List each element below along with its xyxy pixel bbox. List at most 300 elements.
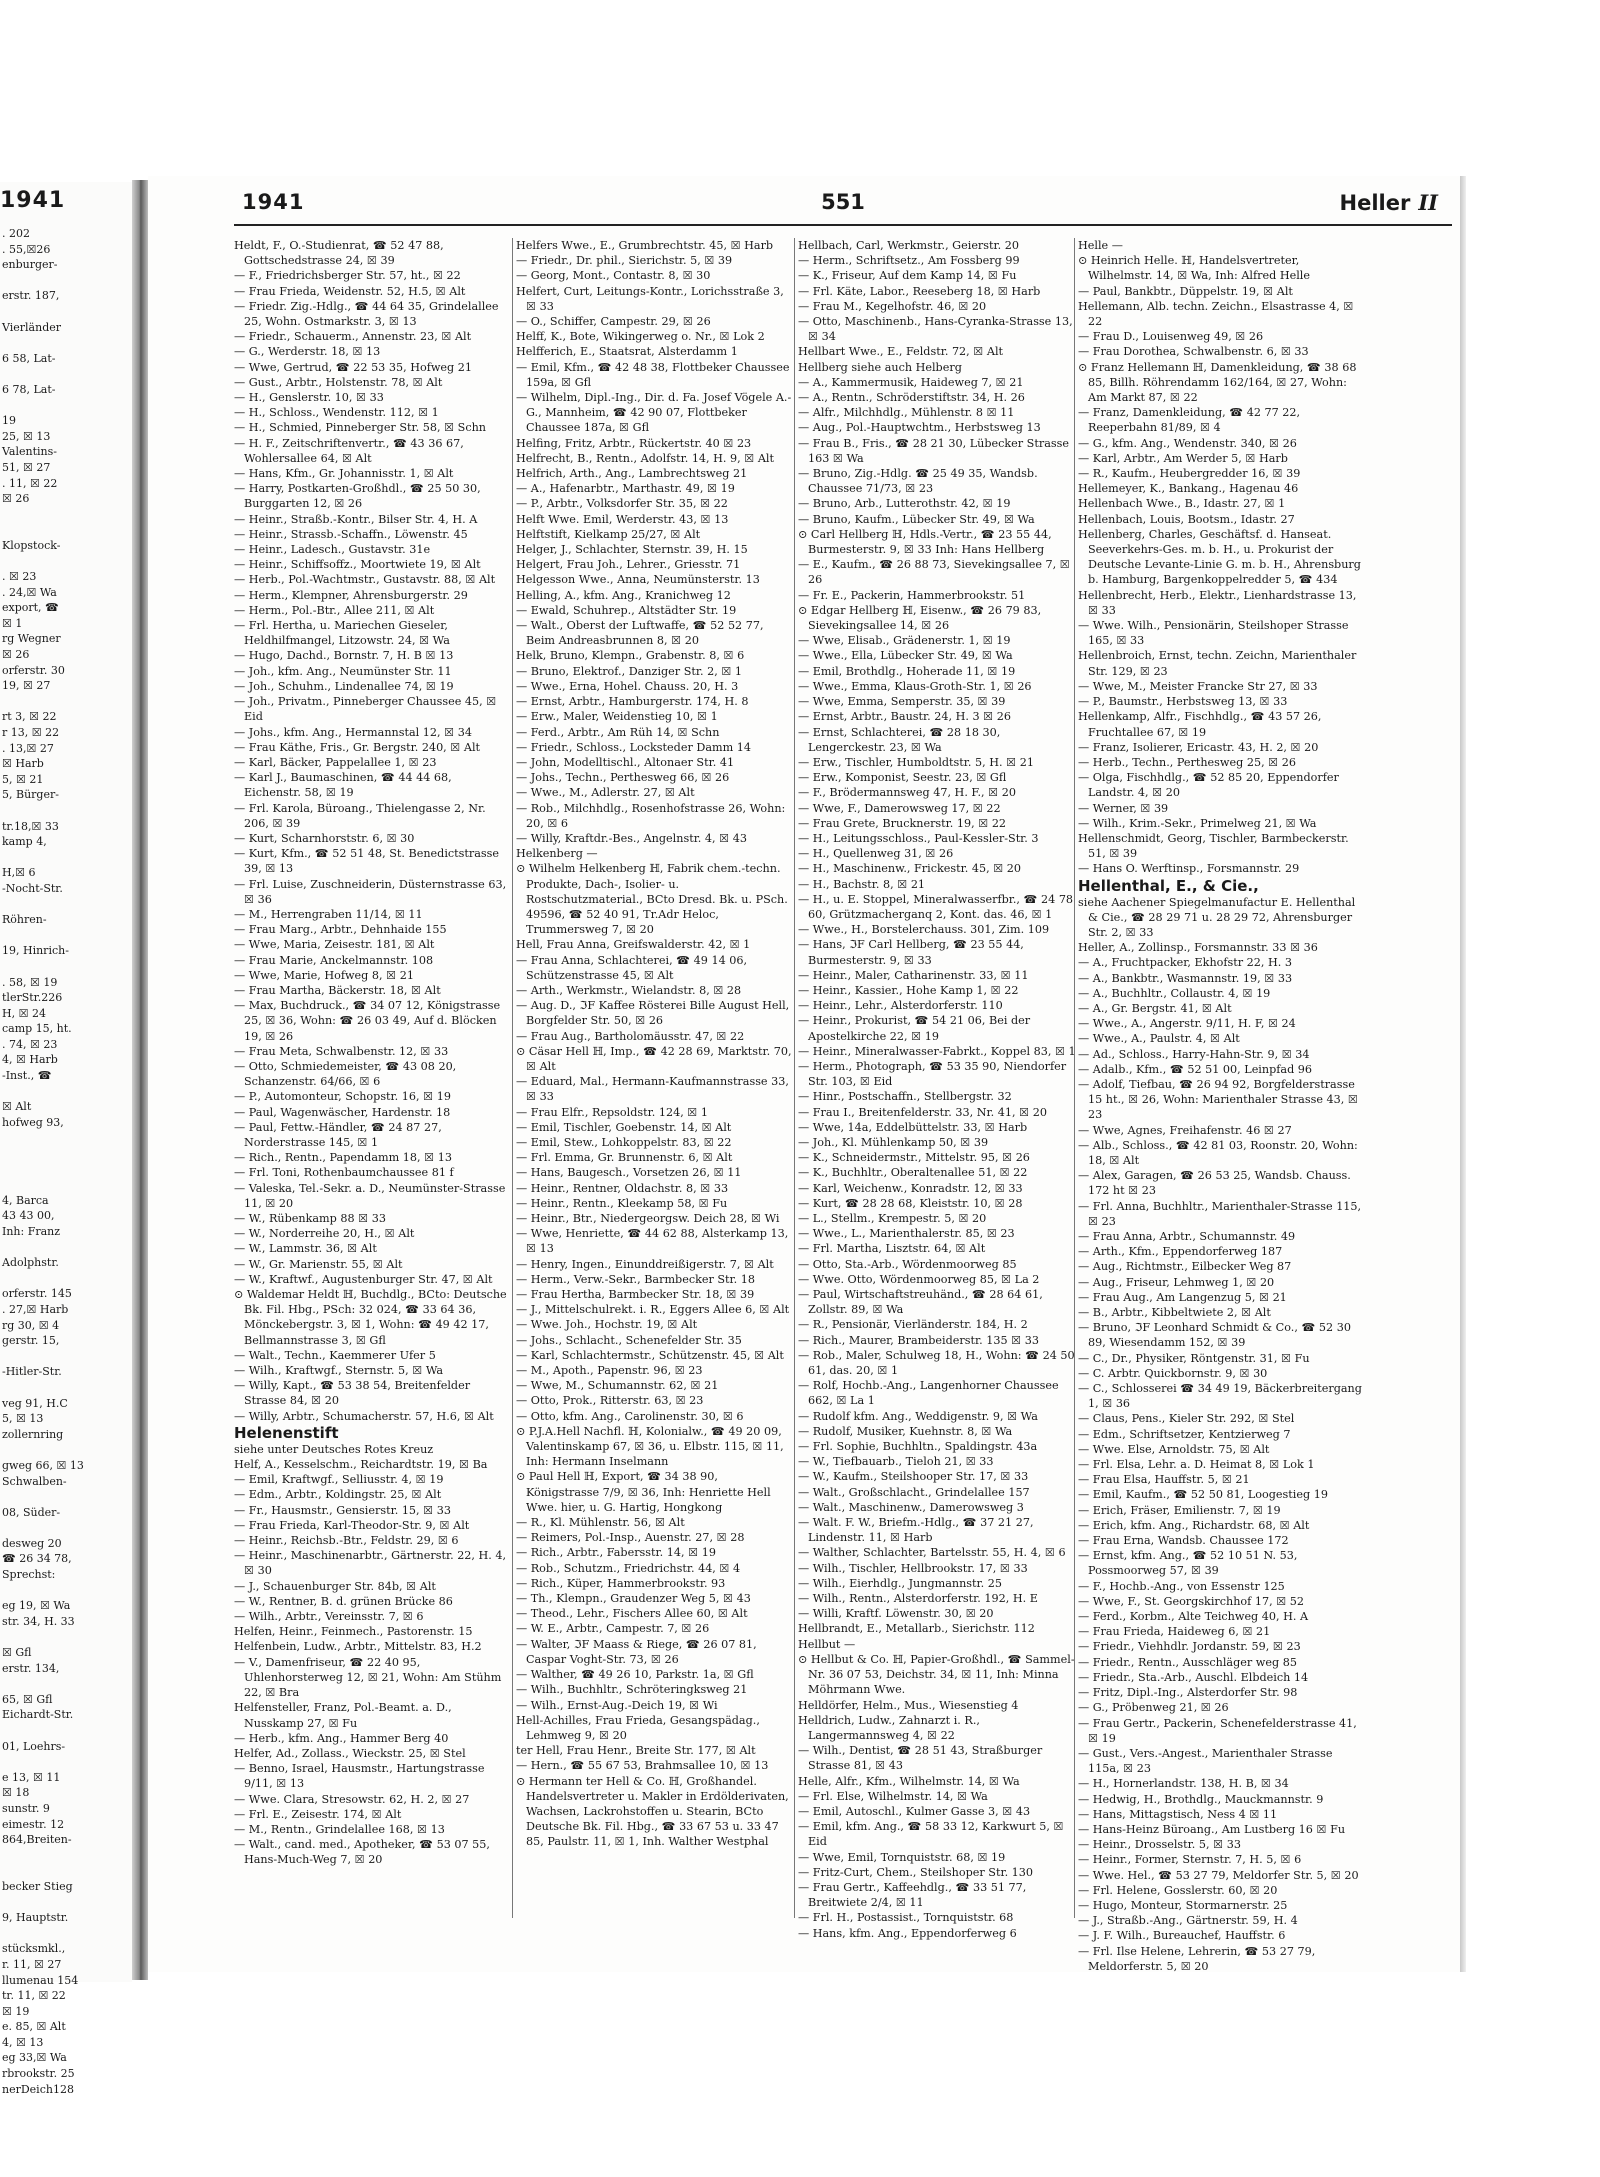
directory-entry: — W., Rübenkamp 88 ☒ 33: [234, 1212, 386, 1225]
directory-entry: Helle, Alfr., Kfm., Wilhelmstr. 14, ☒ Wa: [798, 1774, 1020, 1788]
left-page-line: Inh: Franz: [2, 1225, 61, 1238]
directory-entry: Hellenbrecht, Herb., Elektr., Lienhardstrasse 13, ☒ 33: [1078, 588, 1357, 617]
directory-entry: — L., Stellm., Krempestr. 5, ☒ 20: [798, 1212, 987, 1225]
directory-entry: — Gust., Arbtr., Holstenstr. 78, ☒ Alt: [234, 375, 443, 389]
directory-entry: — Aug., Pol.-Hauptwchtm., Herbstsweg 13: [798, 421, 1041, 435]
directory-entry: — Otto, Sta.-Arb., Wördenmoorweg 85: [798, 1257, 1017, 1271]
directory-entry: — Rob., Maler, Schulweg 18, H., Wohn: ☎ 24 50 61, das. 20, ☒ 1: [798, 1348, 1075, 1378]
page-number: 551: [821, 190, 865, 214]
directory-entry: Hellbut —: [798, 1637, 856, 1651]
directory-entry: — Frau Frieda, Karl-Theodor-Str. 9, ☒ Alt: [234, 1518, 470, 1532]
directory-entry: — Ernst, Schlachterei, ☎ 28 18 30, Lengerckestr. 23, ☒ Wa: [798, 725, 1001, 754]
left-page-line: r. 11, ☒ 27: [2, 1957, 62, 1971]
directory-entry: — Frl. E., Zeisestr. 174, ☒ Alt: [234, 1807, 402, 1821]
left-page-line: 864,Breiten-: [2, 1833, 72, 1847]
directory-entry: — Frau Erna, Wandsb. Chaussee 172: [1078, 1534, 1289, 1548]
directory-entry: — Frl. Else, Wilhelmstr. 14, ☒ Wa: [798, 1789, 988, 1803]
directory-entry: Hellenkamp, Alfr., Fischhdlg., ☎ 43 57 26, Fruchtallee 67, ☒ 19: [1078, 710, 1322, 739]
directory-entry: Helfrecht, B., Rentn., Adolfstr. 14, H. 9, ☒ Alt: [516, 451, 774, 465]
directory-entry: — Wwe., L., Marienthalerstr. 85, ☒ 23: [798, 1227, 1015, 1241]
directory-entry: — Karl, Bäcker, Pappelallee 1, ☒ 23: [234, 755, 437, 769]
directory-entry: — Frl. Anna, Buchhltr., Marienthaler-Strasse 115, ☒ 23: [1078, 1199, 1362, 1228]
directory-entry: — Joh., Schuhm., Lindenallee 74, ☒ 19: [234, 679, 454, 693]
left-page-line: zollernring: [2, 1427, 64, 1441]
left-page-line: 19, ☒ 27: [2, 679, 51, 693]
directory-entry: — Claus, Pens., Kieler Str. 292, ☒ Stel: [1078, 1412, 1295, 1426]
directory-column-3: [798, 238, 1076, 1958]
left-page-line: 01, Loehrs-: [2, 1739, 66, 1753]
directory-entry: — Ad., Schloss., Harry-Hahn-Str. 9, ☒ 34: [1078, 1047, 1310, 1061]
directory-entry: — Hans-Heinz Büroang., Am Lustberg 16 ☒ Fu: [1078, 1822, 1346, 1836]
directory-entry: — Frl. Käte, Labor., Reeseberg 18, ☒ Harb: [798, 284, 1041, 298]
left-page-line: Schwalben-: [2, 1474, 67, 1488]
directory-entry: — E., Kaufm., ☎ 26 88 73, Sievekingsallee 7, ☒ 26: [798, 558, 1070, 587]
directory-entry: — Max, Buchdruck., ☎ 34 07 12, Königstrasse 25, ☒ 36, Wohn: ☎ 26 03 49, Auf d. Blöcken 19, ☒ 26: [234, 999, 501, 1043]
directory-entry: — Otto, Maschinenb., Hans-Cyranka-Strasse 13, ☒ 34: [798, 315, 1073, 344]
directory-entry: Heldt, F., O.-Studienrat, ☎ 52 47 88, Gottschedstrasse 24, ☒ 39: [234, 239, 444, 268]
directory-entry: — Hans, Baugesch., Vorsetzen 26, ☒ 11: [516, 1166, 742, 1180]
directory-entry: — Frl. Helene, Gosslerstr. 60, ☒ 20: [1078, 1883, 1278, 1897]
left-page-line: ☒ 19: [2, 2004, 30, 2018]
directory-entry: — Wwe. Wilh., Pensionärin, Steilshoper Strasse 165, ☒ 33: [1078, 619, 1349, 648]
directory-entry: — Frau Marg., Arbtr., Dehnhaide 155: [234, 923, 447, 937]
directory-entry: — Hedwig, H., Brothdlg., Mauckmannstr. 9: [1078, 1792, 1324, 1806]
directory-entry: Helle —: [1078, 239, 1123, 252]
directory-entry: — Wwe, M., Schumannstr. 62, ☒ 21: [516, 1379, 719, 1393]
directory-entry: ⊙ Franz Hellemann ℍ, Damenkleidung, ☎ 38 68 85, Billh. Röhrendamm 162/164, ☒ 27, Wohn: Am Markt 87, ☒ 22: [1078, 360, 1357, 405]
directory-entry: — Frau Elfr., Repsoldstr. 124, ☒ 1: [516, 1105, 709, 1119]
directory-entry: — Emil, Kraftwgf., Selliusstr. 4, ☒ 19: [234, 1473, 444, 1487]
left-page-line: export, ☎: [2, 601, 59, 615]
directory-entry: Helfenbein, Ludw., Arbtr., Mittelstr. 83, H.2: [234, 1640, 482, 1654]
directory-entry: — Frau M., Kegelhofstr. 46, ☒ 20: [798, 299, 987, 313]
directory-entry: Helftstift, Kielkamp 25/27, ☒ Alt: [516, 527, 701, 541]
directory-entry: Hellberg siehe auch Helberg: [798, 360, 962, 374]
left-page-line: [2, 1863, 130, 1879]
directory-entry: — W., Kaufm., Steilshooper Str. 17, ☒ 33: [798, 1470, 1029, 1484]
directory-entry: — Rich., Rentn., Papendamm 18, ☒ 13: [234, 1151, 452, 1165]
directory-entry: — Otto, kfm. Ang., Carolinenstr. 30, ☒ 6: [516, 1409, 744, 1423]
directory-entry: — Wilh., Dentist, ☎ 28 51 43, Straßburger Strasse 81, ☒ 43: [798, 1744, 1043, 1773]
directory-entry: — Kurt, Kfm., ☎ 52 51 48, St. Benedictstrasse 39, ☒ 13: [234, 847, 500, 876]
left-page-line: ☎ 26 34 78,: [2, 1552, 72, 1566]
left-page-line: [2, 1895, 130, 1911]
directory-entry: — Heinr., Reichsb.-Btr., Feldstr. 29, ☒ 6: [234, 1534, 459, 1548]
directory-entry: — Frau Anna, Arbtr., Schumannstr. 49: [1078, 1230, 1296, 1243]
left-page-line: [2, 273, 130, 289]
header-rule: [234, 224, 1452, 226]
directory-entry: — Rich., Küper, Hammerbrookstr. 93: [516, 1576, 726, 1590]
directory-entry: Helgert, Frau Joh., Lehrer., Griesstr. 71: [516, 558, 741, 572]
directory-entry: — Ernst, Arbtr., Hamburgerstr. 174, H. 8: [516, 695, 749, 709]
left-page-line: Klopstock-: [2, 538, 61, 552]
directory-entry: — Walt. F. W., Briefm.-Hdlg., ☎ 37 21 27, Lindenstr. 11, ☒ Harb: [798, 1516, 1034, 1545]
directory-entry: — Aug., Friseur, Lehmweg 1, ☒ 20: [1078, 1275, 1275, 1289]
left-page-line: 6 58, Lat-: [2, 351, 56, 365]
directory-entry: — Karl, Schlachtermstr., Schützenstr. 45, ☒ Alt: [516, 1348, 784, 1362]
directory-entry: — Wwe, F., Damerowsweg 17, ☒ 22: [798, 801, 1001, 815]
left-page-year: 1941: [0, 188, 66, 213]
directory-entry: — Frau Gertr., Kaffeehdlg., ☎ 33 51 77, Breitwiete 2/4, ☒ 11: [798, 1880, 1027, 1910]
directory-entry: Helfing, Fritz, Arbtr., Rückertstr. 40 ☒ 23: [516, 436, 752, 450]
directory-entry: — J., Mittelschulrekt. i. R., Eggers Allee 6, ☒ Alt: [516, 1303, 790, 1317]
running-head: [1340, 190, 1438, 215]
directory-entry: — Wwe, Agnes, Freihafenstr. 46 ☒ 27: [1078, 1123, 1292, 1137]
left-page-line: [2, 1380, 130, 1396]
directory-entry: Helf, A., Kesselschm., Reichardtstr. 19, ☒ Ba: [234, 1458, 488, 1472]
directory-entry: — John, Modelltischl., Altonaer Str. 41: [516, 755, 735, 769]
directory-entry: — K., Buchhltr., Oberaltenallee 51, ☒ 22: [798, 1166, 1028, 1180]
directory-entry: — Bruno, Elektrof., Danziger Str. 2, ☒ 1: [516, 664, 743, 678]
directory-entry: — Wilh., Eierhdlg., Jungmannstr. 25: [798, 1576, 1003, 1590]
directory-entry: — Otto, Schmiedemeister, ☎ 43 08 20, Schanzenstr. 64/66, ☒ 6: [234, 1059, 457, 1089]
directory-entry: — Wilh., Buchhltr., Schröteringksweg 21: [516, 1683, 748, 1697]
left-page-line: becker Stieg: [2, 1879, 73, 1893]
directory-entry: — Erw., Maler, Weidenstieg 10, ☒ 1: [516, 710, 718, 724]
left-page-line: nerDeich128: [2, 2082, 74, 2096]
directory-entry: — Harry, Postkarten-Großhdl., ☎ 25 50 30, Burggarten 12, ☒ 26: [234, 482, 481, 511]
directory-entry: — O., Schiffer, Campestr. 29, ☒ 26: [516, 315, 711, 329]
directory-entry: — Olga, Fischhdlg., ☎ 52 85 20, Eppendorfer Landstr. 4, ☒ 20: [1078, 771, 1339, 800]
left-page-line: Adolphstr.: [2, 1256, 59, 1270]
directory-entry: — Heinr., Maler, Catharinenstr. 33, ☒ 11: [798, 968, 1029, 982]
left-page-line: kamp 4,: [2, 835, 47, 849]
directory-entry: — Heinr., Btr., Niedergeorgsw. Deich 28, ☒ Wi: [516, 1212, 780, 1225]
left-page-line: H,☒ 6: [2, 866, 36, 880]
directory-entry: — Heinr., Prokurist, ☎ 54 21 06, Bei der Apostelkirche 22, ☒ 19: [798, 1014, 1031, 1043]
directory-entry: Helgesson Wwe., Anna, Neumünsterstr. 13: [516, 573, 760, 587]
directory-entry: — Karl J., Baumaschinen, ☎ 44 44 68, Eichenstr. 58, ☒ 19: [234, 771, 452, 800]
directory-entry: — Frau Anna, Schlachterei, ☎ 49 14 06, Schützenstrasse 45, ☒ Alt: [516, 953, 748, 982]
directory-entry: — Fritz, Dipl.-Ing., Alsterdorfer Str. 98: [1078, 1686, 1298, 1700]
directory-entry: — W., Kraftwf., Augustenburger Str. 47, ☒ Alt: [234, 1272, 493, 1286]
column-divider: [1074, 238, 1075, 1918]
directory-entry: — W., Norderreihe 20, H., ☒ Alt: [234, 1227, 415, 1241]
directory-entry: — Ferd., Arbtr., Am Rüh 14, ☒ Schn: [516, 725, 720, 739]
directory-entry: Hellbart Wwe., E., Feldstr. 72, ☒ Alt: [798, 345, 1004, 359]
left-page-line: stücksmkl.,: [2, 1942, 66, 1956]
directory-entry: — H., u. E. Stoppel, Mineralwasserfbr., ☎ 24 78 60, Grützmacherganq 2, Kont. das. 46, ☒ 1: [798, 892, 1074, 921]
directory-entry: — Wwe. Else, Arnoldstr. 75, ☒ Alt: [1078, 1442, 1270, 1456]
directory-entry: — Werner, ☒ 39: [1078, 801, 1169, 815]
directory-entry: — Henry, Ingen., Einunddreißigerstr. 7, ☒ Alt: [516, 1257, 774, 1271]
column-divider: [512, 238, 513, 1918]
left-page-line: Eichardt-Str.: [2, 1708, 74, 1722]
left-page-line: . 27,☒ Harb: [2, 1302, 69, 1316]
directory-entry: Helfrich, Arth., Ang., Lambrechtsweg 21: [516, 467, 748, 481]
left-page-line: hofweg 93,: [2, 1115, 64, 1129]
directory-entry: — A., Buchhltr., Collaustr. 4, ☒ 19: [1078, 986, 1271, 1000]
directory-entry: — Hern., ☎ 55 67 53, Brahmsallee 10, ☒ 13: [516, 1759, 769, 1773]
directory-entry: — Friedr., Rentn., Ausschläger weg 85: [1078, 1655, 1297, 1669]
directory-entry: — Heinr., Strassb.-Schaffn., Löwenstr. 45: [234, 527, 468, 541]
directory-entry: — G., kfm. Ang., Wendenstr. 340, ☒ 26: [1078, 436, 1297, 450]
directory-entry: — Hans, kfm. Ang., Eppendorferweg 6: [798, 1926, 1017, 1940]
left-page-line: eg 19, ☒ Wa: [2, 1599, 71, 1613]
directory-entry: Hellenberg, Charles, Geschäftsf. d. Hanseat. Seeverkehrs-Ges. m. b. H., u. Prokurist der Deutsche Levante-Linie G. m. b. H., Ahrensburg b. Hamburg, Bargenkoppelredder 5, ☎ 434: [1078, 527, 1361, 587]
directory-entry: — Rudolf, Musiker, Kuehnstr. 8, ☒ Wa: [798, 1424, 1013, 1438]
left-page-line: [2, 398, 130, 414]
directory-entry: — A., Fruchtpacker, Ekhofstr 22, H. 3: [1078, 956, 1293, 970]
directory-entry: ⊙ Heinrich Helle. ℍ, Handelsvertreter, Wilhelmstr. 14, ☒ Wa, Inh: Alfred Helle: [1078, 254, 1310, 283]
left-page-line: 19, Hinrich-: [2, 944, 69, 958]
directory-column-1: [234, 238, 512, 1958]
directory-entry: — Emil, Kfm., ☎ 42 48 38, Flottbeker Chaussee 159a, ☒ Gfl: [516, 360, 790, 389]
directory-entry: — Wilh., Krim.-Sekr., Primelweg 21, ☒ Wa: [1078, 816, 1317, 830]
directory-entry: — Frau Dorothea, Schwalbenstr. 6, ☒ 33: [1078, 345, 1309, 359]
directory-entry: — P., Automonteur, Schopstr. 16, ☒ 19: [234, 1090, 451, 1104]
directory-entry: — Fritz-Curt, Chem., Steilshoper Str. 130: [798, 1865, 1034, 1879]
directory-entry: — Friedr., Dr. phil., Sierichstr. 5, ☒ 39: [516, 254, 733, 268]
left-page-line: ☒ Alt: [2, 1100, 32, 1114]
directory-entry: — C., Dr., Physiker, Röntgenstr. 31, ☒ Fu: [1078, 1351, 1310, 1365]
directory-entry: Hellbach, Carl, Werkmstr., Geierstr. 20: [798, 239, 1019, 252]
directory-entry: — Ernst, Arbtr., Baustr. 24, H. 3 ☒ 26: [798, 710, 1011, 724]
directory-entry: ⊙ Edgar Hellberg ℍ, Eisenw., ☎ 26 79 83, Sievekingsallee 14, ☒ 26: [798, 603, 1042, 633]
left-page-line: H, ☒ 24: [2, 1006, 46, 1020]
directory-entry: — Rolf, Hochb.-Ang., Langenhorner Chaussee 662, ☒ La 1: [798, 1379, 1059, 1408]
directory-entry: — Gust., Vers.-Angest., Marienthaler Strasse 115a, ☒ 23: [1078, 1746, 1333, 1776]
directory-entry: — Heinr., Rentner, Oldachstr. 8, ☒ 33: [516, 1181, 729, 1195]
directory-entry: — Paul, Bankbtr., Düppelstr. 19, ☒ Alt: [1078, 284, 1293, 298]
directory-entry: — Walter, ℑF Maass & Riege, ☎ 26 07 81, Caspar Voght-Str. 73, ☒ 26: [516, 1637, 757, 1666]
left-page-line: eimestr. 12: [2, 1817, 65, 1831]
directory-entry: — Walt., Techn., Kaemmerer Ufer 5: [234, 1348, 436, 1362]
directory-entry: — Fr., Hausmstr., Gensierstr. 15, ☒ 33: [234, 1503, 451, 1517]
directory-entry: — Herm., Photograph, ☎ 53 35 90, Niendorfer Str. 103, ☒ Eid: [798, 1059, 1067, 1089]
directory-entry: — C., Schlosserei ☎ 34 49 19, Bäckerbreitergang 1, ☒ 36: [1078, 1382, 1362, 1411]
directory-entry: — K., Schneidermstr., Mittelstr. 95, ☒ 26: [798, 1151, 1030, 1165]
directory-entry: Hellemann, Alb. techn. Zeichn., Elsastrasse 4, ☒ 22: [1078, 299, 1354, 329]
directory-entry: — Hinr., Postschaffn., Stellbergstr. 32: [798, 1090, 1012, 1104]
directory-entry: — Willy, Kapt., ☎ 53 38 54, Breitenfelder Strasse 84, ☒ 20: [234, 1379, 471, 1408]
directory-entry: — Heinr., Maschinenarbtr., Gärtnerstr. 22, H. 4, ☒ 30: [234, 1549, 507, 1578]
left-page-line: 5, Bürger-: [2, 788, 59, 802]
directory-entry: — G., Pröbenweg 21, ☒ 26: [1078, 1701, 1229, 1715]
directory-entry: — Friedr., Viehhdlr. Jordanstr. 59, ☒ 23: [1078, 1640, 1301, 1654]
directory-entry: Helff, K., Bote, Wikingerweg o. Nr., ☒ Lok 2: [516, 330, 765, 344]
directory-entry: — Frl. Sophie, Buchhltn., Spaldingstr. 43a: [798, 1440, 1038, 1454]
directory-entry: — Emil, Tischler, Goebenstr. 14, ☒ Alt: [516, 1120, 732, 1134]
directory-entry: — Wwe, Emil, Tornquiststr. 68, ☒ 19: [798, 1850, 1006, 1864]
directory-entry: — H. F., Zeitschriftenvertr., ☎ 43 36 67, Wohlersallee 64, ☒ Alt: [234, 436, 464, 465]
directory-entry: Helkenberg —: [516, 847, 598, 861]
directory-entry: — Wilh., Kraftwgf., Sternstr. 5, ☒ Wa: [234, 1364, 444, 1378]
left-page-line: . 74, ☒ 23: [2, 1037, 58, 1051]
left-page-line: e 13, ☒ 11: [2, 1770, 61, 1784]
directory-entry: — H., Schloss., Wendenstr. 112, ☒ 1: [234, 406, 439, 420]
left-page-line: ☒ 26: [2, 648, 30, 662]
directory-entry: — Frl. Karola, Büroang., Thielengasse 2, Nr. 206, ☒ 39: [234, 801, 486, 830]
directory-entry: — Hans O. Werftinsp., Forsmannstr. 29: [1078, 862, 1300, 876]
left-page-line: [2, 1162, 130, 1178]
book-gutter: [132, 180, 148, 1980]
directory-entry: siehe Aachener Spiegelmanufactur E. Hellenthal & Cie., ☎ 28 29 71 u. 28 29 72, Ahrensburger Str. 2, ☒ 33: [1078, 895, 1356, 939]
directory-entry: — Johs., Techn., Perthesweg 66, ☒ 26: [516, 771, 730, 785]
directory-entry: — W., Rentner, B. d. grünen Brücke 86: [234, 1594, 453, 1608]
left-page-line: orferstr. 30: [2, 663, 65, 677]
left-page-line: . 202: [2, 227, 30, 240]
left-facing-page: [0, 182, 132, 2096]
directory-entry: — Erw., Tischler, Humboldtstr. 5, H. ☒ 21: [798, 755, 1034, 769]
left-page-line: str. 34, H. 33: [2, 1614, 75, 1628]
directory-entry: — Frau Martha, Bäckerstr. 18, ☒ Alt: [234, 983, 441, 997]
directory-entry: — F., Friedrichsberger Str. 57, ht., ☒ 22: [234, 269, 461, 283]
left-page-line: -Hitler-Str.: [2, 1365, 62, 1379]
left-page-line: 4, Barca: [2, 1193, 49, 1207]
directory-entry: — Johs., Schlacht., Schenefelder Str. 35: [516, 1333, 742, 1347]
left-page-line: [2, 522, 130, 538]
directory-entry: ⊙ Hermann ter Hell & Co. ℍ, Großhandel. Handelsvertreter u. Makler in Erdölderivaten, Wachsen, Lackrohstoffen u. Stearin, BCto Deutsche Bk. Fil. Hbg., ☎ 33 67 53 u. 33 47 85, Paulstr. 11, ☒ 1, Inh. Walther Westphal: [516, 1774, 789, 1849]
directory-entry: — G., Werderstr. 18, ☒ 13: [234, 345, 381, 359]
left-page-line: Valentins-: [2, 445, 57, 459]
directory-entry: — Adolf, Tiefbau, ☎ 26 94 92, Borgfelderstrasse 15 ht., ☒ 26, Wohn: Marienthaler Strasse 43, ☒ 23: [1078, 1077, 1358, 1122]
left-page-line: camp 15, ht.: [2, 1022, 72, 1036]
directory-entry: — Arth., Werkmstr., Wielandstr. 8, ☒ 28: [516, 983, 742, 997]
directory-entry: — H., Leitungsschloss., Paul-Kessler-Str. 3: [798, 831, 1039, 845]
directory-entry: — A., Hafenarbtr., Marthastr. 49, ☒ 19: [516, 482, 735, 496]
left-page-line: [2, 1084, 130, 1100]
directory-entry: — Frau Hertha, Barmbecker Str. 18, ☒ 39: [516, 1288, 755, 1302]
directory-entry: — R., Kaufm., Heubergredder 16, ☒ 39: [1078, 467, 1301, 481]
directory-entry: — Wwe, Marie, Hofweg 8, ☒ 21: [234, 968, 414, 982]
directory-entry: — M., Apoth., Papenstr. 96, ☒ 23: [516, 1364, 703, 1378]
left-page-line: [2, 1848, 130, 1864]
directory-entry: ⊙ Cäsar Hell ℍ, Imp., ☎ 42 28 69, Marktstr. 70, ☒ Alt: [516, 1044, 792, 1073]
directory-entry: — Kurt, Scharnhorststr. 6, ☒ 30: [234, 831, 415, 845]
left-page-line: rg Wegner: [2, 632, 61, 646]
directory-entry: — Wwe, Gertrud, ☎ 22 53 35, Hofweg 21: [234, 360, 472, 374]
directory-entry: ter Hell, Frau Henr., Breite Str. 177, ☒ Alt: [516, 1744, 756, 1758]
left-page-line: [2, 1754, 130, 1770]
directory-entry: — Frl. Martha, Lisztstr. 64, ☒ Alt: [798, 1242, 986, 1256]
directory-entry: — Heinr., Ladesch., Gustavstr. 31e: [234, 543, 431, 557]
left-page-line: [2, 803, 130, 819]
directory-entry: — Heinr., Rentn., Kleekamp 58, ☒ Fu: [516, 1196, 728, 1210]
directory-entry: — Rich., Arbtr., Fabersstr. 14, ☒ 19: [516, 1546, 716, 1560]
directory-entry: — Wilhelm, Dipl.-Ing., Dir. d. Fa. Josef Vögele A.-G., Mannheim, ☎ 42 90 07, Flottbeker Chaussee 187a, ☒ Gfl: [516, 391, 792, 435]
directory-entry: — W. E., Arbtr., Campestr. 7, ☒ 26: [516, 1622, 710, 1636]
directory-entry: — Valeska, Tel.-Sekr. a. D., Neumünster-Strasse 11, ☒ 20: [234, 1181, 506, 1210]
directory-entry: — Heinr., Kassier., Hohe Kamp 1, ☒ 22: [798, 983, 1019, 997]
left-page-line: eg 33,☒ Wa: [2, 2051, 67, 2065]
directory-entry: — Karl, Arbtr., Am Werder 5, ☒ Harb: [1078, 451, 1288, 465]
directory-entry: — Frau Frieda, Weidenstr. 52, H.5, ☒ Alt: [234, 284, 466, 298]
left-page-line: erstr. 187,: [2, 289, 60, 303]
directory-entry: Helfen, Heinr., Feinmech., Pastorenstr. 15: [234, 1625, 473, 1639]
directory-entry: — Georg, Mont., Contastr. 8, ☒ 30: [516, 269, 711, 283]
directory-entry: — H., Hornerlandstr. 138, H. B, ☒ 34: [1078, 1777, 1289, 1791]
directory-entry: — Emil, Autoschl., Kulmer Gasse 3, ☒ 43: [798, 1804, 1031, 1818]
directory-entry: — Wwe., Emma, Klaus-Groth-Str. 1, ☒ 26: [798, 679, 1032, 693]
directory-entry: — Wwe, Henriette, ☎ 44 62 88, Alsterkamp 13, ☒ 13: [516, 1227, 789, 1256]
directory-entry: — Wwe., Erna, Hohel. Chauss. 20, H. 3: [516, 679, 739, 693]
directory-entry: — Wwe, Maria, Zeisestr. 181, ☒ Alt: [234, 938, 435, 952]
section-heading: Hellenthal, E., & Cie.,: [1078, 876, 1259, 895]
directory-entry: — Walther, ☎ 49 26 10, Parkstr. 1a, ☒ Gfl: [516, 1668, 754, 1682]
directory-entry: — Frl. Luise, Zuschneiderin, Düsternstrasse 63, ☒ 36: [234, 877, 507, 906]
left-page-line: 65, ☒ Gfl: [2, 1692, 53, 1706]
directory-entry: — W., Gr. Marienstr. 55, ☒ Alt: [234, 1257, 403, 1271]
directory-entry: Hell-Achilles, Frau Frieda, Gesangspädag., Lehmweg 9, ☒ 20: [516, 1713, 760, 1742]
left-page-line: [2, 1177, 130, 1193]
left-page-column: [2, 226, 130, 2097]
left-page-line: tr.18,☒ 33: [2, 819, 59, 833]
directory-entry: — Willy, Arbtr., Schumacherstr. 57, H.6, ☒ Alt: [234, 1409, 494, 1423]
left-page-line: 4, ☒ Harb: [2, 1053, 58, 1067]
left-page-line: Sprechst:: [2, 1568, 56, 1582]
directory-entry: — Franz, Isolierer, Ericastr. 43, H. 2, ☒ 20: [1078, 740, 1319, 754]
left-page-line: . ☒ 23: [2, 570, 37, 584]
directory-entry: — Heinr., Schiffsoffz., Moortwiete 19, ☒ Alt: [234, 558, 481, 572]
directory-entry: — H., Bachstr. 8, ☒ 21: [798, 877, 926, 891]
directory-entry: — Adalb., Kfm., ☎ 52 51 00, Leinpfad 96: [1078, 1062, 1313, 1076]
directory-entry: — Rich., Maurer, Brambeiderstr. 135 ☒ 33: [798, 1333, 1039, 1347]
directory-entry: — Hugo, Dachd., Bornstr. 7, H. B ☒ 13: [234, 649, 454, 663]
directory-entry: siehe unter Deutsches Rotes Kreuz: [234, 1442, 434, 1456]
running-head-name: Heller: [1339, 191, 1411, 215]
directory-entry: Hellenbach, Louis, Bootsm., Idastr. 27: [1078, 512, 1295, 526]
directory-entry: — Wwe., M., Adlerstr. 27, ☒ Alt: [516, 786, 695, 800]
directory-entry: — Wwe., A., Angerstr. 9/11, H. F, ☒ 24: [1078, 1017, 1296, 1031]
left-page-line: . 13,☒ 27: [2, 741, 54, 755]
directory-entry: Helft Wwe. Emil, Werderstr. 43, ☒ 13: [516, 512, 729, 526]
directory-entry: — Wwe, Emma, Semperstr. 35, ☒ 39: [798, 695, 1006, 709]
directory-entry: — V., Damenfriseur, ☎ 22 40 95, Uhlenhorsterweg 12, ☒ 21, Wohn: Am Stühm 22, ☒ Bra: [234, 1655, 502, 1700]
left-page-line: [2, 1349, 130, 1365]
left-page-line: rt 3, ☒ 22: [2, 710, 57, 724]
directory-entry: — Walt., Großschlacht., Grindelallee 157: [798, 1485, 1030, 1499]
directory-entry: — Wwe., Ella, Lübecker Str. 49, ☒ Wa: [798, 649, 1013, 663]
directory-entry: — Wilh., Rentn., Alsterdorferstr. 192, H. E: [798, 1592, 1038, 1606]
directory-entry: — Frl. H., Postassist., Tornquiststr. 68: [798, 1911, 1014, 1925]
column-divider: [794, 238, 795, 1918]
directory-entry: — Frl. Elsa, Lehr. a. D. Heimat 8, ☒ Lok 1: [1078, 1458, 1315, 1472]
directory-entry: — H., Schmied, Pinneberger Str. 58, ☒ Schn: [234, 421, 487, 435]
directory-entry: — Emil, Brothdlg., Hoheradе 11, ☒ 19: [798, 664, 1016, 678]
left-page-line: [2, 850, 130, 866]
directory-entry: — Bruno, Zig.-Hdlg. ☎ 25 49 35, Wandsb. Chaussee 71/73, ☒ 23: [798, 467, 1038, 496]
directory-entry: — Eduard, Mal., Hermann-Kaufmannstrasse 33, ☒ 33: [516, 1075, 789, 1104]
directory-entry: — Friedr., Sta.-Arb., Auschl. Elbdeich 14: [1078, 1670, 1309, 1684]
directory-entry: — Walt., cand. med., Apotheker, ☎ 53 07 55, Hans-Much-Weg 7, ☒ 20: [234, 1838, 490, 1867]
directory-entry: — Frau Käthe, Fris., Gr. Bergstr. 240, ☒ Alt: [234, 740, 481, 754]
directory-entry: — Erw., Komponist, Seestr. 23, ☒ Gfl: [798, 771, 1007, 785]
left-page-line: 5, ☒ 13: [2, 1412, 44, 1426]
directory-entry: — Herm., Schriftsetz., Am Fossberg 99: [798, 254, 1020, 268]
directory-entry: — Alfr., Milchhdlg., Mühlenstr. 8 ☒ 11: [798, 406, 1015, 420]
directory-entry: — Frl. Emma, Gr. Brunnenstr. 6, ☒ Alt: [516, 1151, 733, 1165]
left-page-line: [2, 897, 130, 913]
directory-entry: — Wwe., H., Borstelerchauss. 301, Zim. 109: [798, 923, 1050, 937]
directory-entry: — Friedr. Zig.-Hdlg., ☎ 44 64 35, Grindelallee 25, Wohn. Ostmarkstr. 3, ☒ 13: [234, 299, 499, 329]
left-page-line: [2, 1489, 130, 1505]
directory-entry: — Joh., Kl. Mühlenkamp 50, ☒ 39: [798, 1135, 989, 1149]
left-page-line: 9, Hauptstr.: [2, 1911, 69, 1925]
left-page-line: enburger-: [2, 258, 58, 272]
directory-entry: — Herb., kfm. Ang., Hammer Berg 40: [234, 1731, 449, 1745]
directory-entry: Hell, Frau Anna, Greifswalderstr. 42, ☒ 1: [516, 938, 751, 952]
directory-entry: Hellenbroich, Ernst, techn. Zeichn, Marienthaler Str. 129, ☒ 23: [1078, 649, 1357, 678]
left-page-line: tlerStr.226: [2, 991, 63, 1005]
directory-entry: — H., Genslerstr. 10, ☒ 33: [234, 391, 384, 405]
left-page-line: [2, 366, 130, 382]
directory-entry: — Hans, Kfm., Gr. Johannisstr. 1, ☒ Alt: [234, 467, 454, 481]
directory-entry: — Wilh., Ernst-Aug.-Deich 19, ☒ Wi: [516, 1698, 718, 1712]
left-page-line: [2, 1130, 130, 1146]
directory-entry: — Heinr., Lehr., Alsterdorferstr. 110: [798, 999, 1003, 1013]
left-page-line: ☒ 1: [2, 616, 23, 630]
